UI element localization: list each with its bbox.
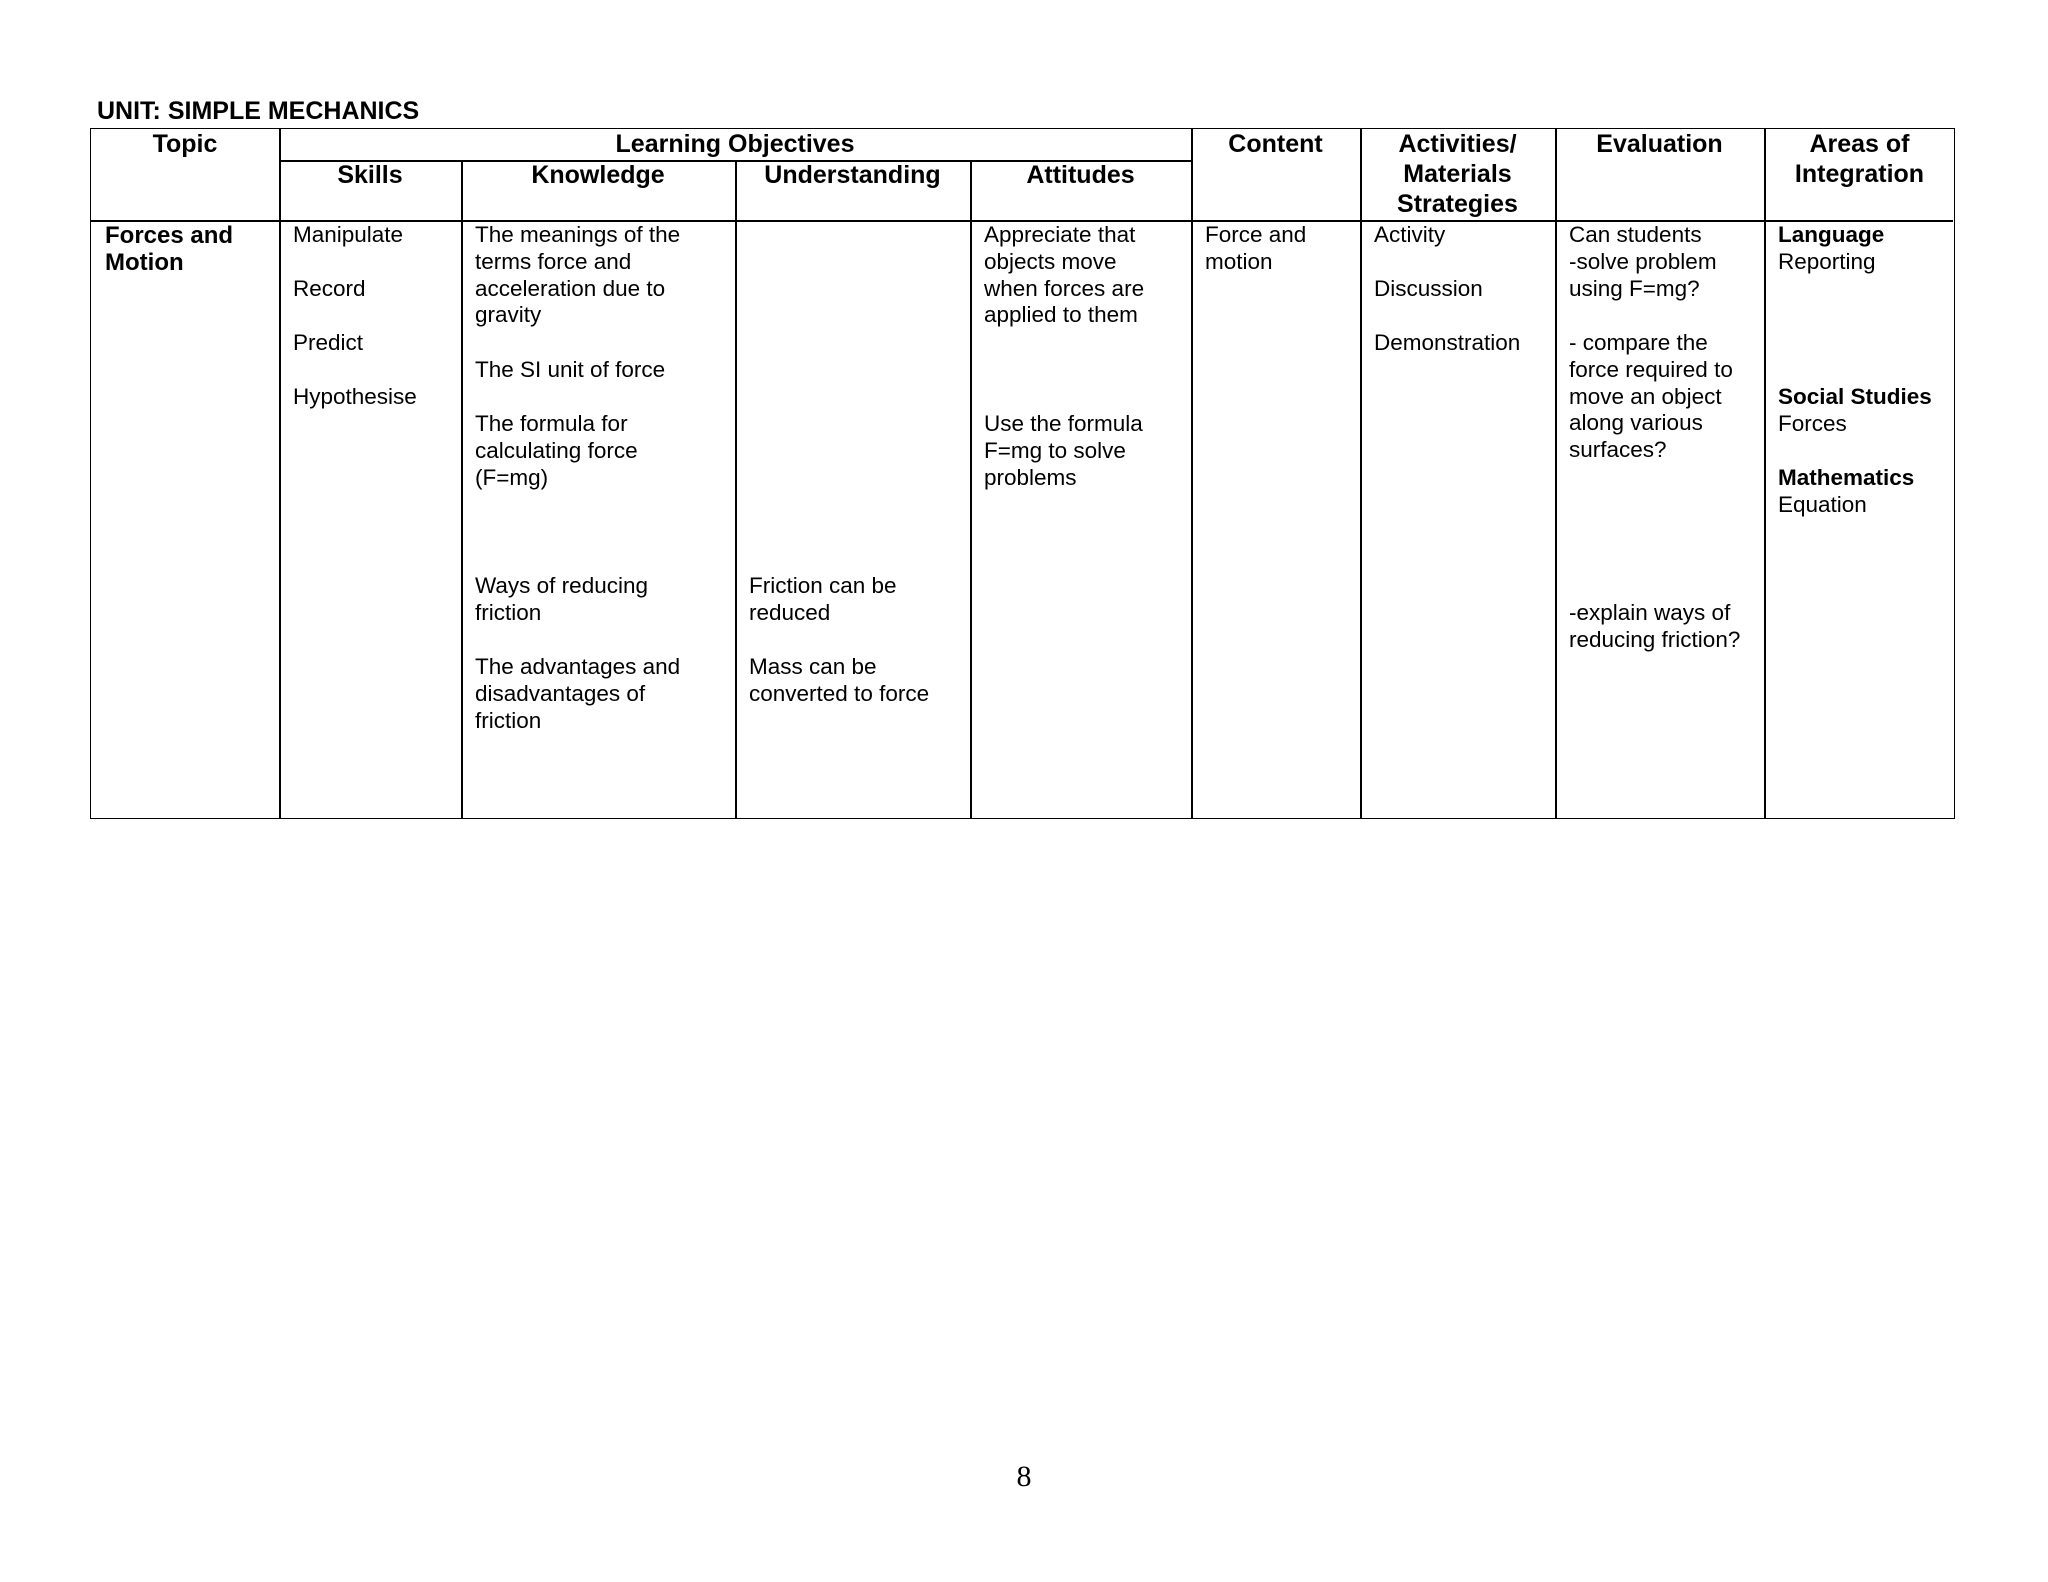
attitude-item: Appreciate that objects move when forces are applied to them (984, 222, 1145, 328)
integration-subject: Social Studies (1778, 384, 1932, 409)
integration-subject: Mathematics (1778, 465, 1915, 490)
integration-topic: Equation (1778, 491, 1867, 517)
table-divider (1191, 129, 1193, 818)
skill-item: Manipulate (293, 222, 404, 247)
skill-item: Predict (293, 330, 364, 355)
integration-area (1778, 222, 1884, 276)
header-activities-line: Activities/ (1398, 130, 1517, 158)
table-divider (970, 160, 972, 818)
table-divider (461, 160, 463, 818)
header-activities-line: Materials (1403, 160, 1512, 188)
integration-subject: Language (1778, 222, 1885, 247)
knowledge-item: The SI unit of force (475, 357, 666, 382)
attitude-item: Use the formula F=mg to solve problems (984, 411, 1143, 490)
unit-title: UNIT: SIMPLE MECHANICS (97, 97, 420, 125)
understanding-item: Mass can be converted to force (749, 654, 930, 706)
skill-item: Record (293, 276, 366, 301)
integration-topic: Reporting (1778, 248, 1876, 274)
header-content: Content (1228, 130, 1323, 158)
header-activities-line: Strategies (1397, 190, 1518, 218)
integration-topic: Forces (1778, 410, 1847, 436)
header-areas-line: Integration (1794, 160, 1925, 188)
topic-line: Forces and (105, 222, 234, 249)
knowledge-item: The formula for calculating force (F=mg) (475, 411, 638, 490)
skill-item: Hypothesise (293, 384, 417, 409)
table-divider (1555, 129, 1557, 818)
header-attitudes: Attitudes (1026, 161, 1135, 189)
activity-item: Discussion (1374, 276, 1483, 301)
header-areas-of-integration (1764, 129, 1955, 189)
table-divider (279, 129, 281, 818)
header-skills: Skills (337, 161, 403, 189)
table-divider (1764, 129, 1766, 818)
knowledge-item: Ways of reducing friction (475, 573, 648, 625)
content-item: Force and motion (1205, 222, 1307, 274)
integration-area (1778, 465, 1914, 519)
topic-line: Motion (105, 249, 184, 276)
understanding-item: Friction can be reduced (749, 573, 897, 625)
table-divider (735, 160, 737, 818)
evaluation-item: - compare the force required to move an object along various surfaces? (1569, 330, 1733, 463)
activity-item: Demonstration (1374, 330, 1521, 355)
topic-cell (105, 222, 233, 276)
integration-area (1778, 384, 1932, 438)
table-divider (1360, 129, 1362, 818)
header-topic: Topic (152, 130, 218, 158)
evaluation-item: -explain ways of reducing friction? (1569, 600, 1741, 652)
header-areas-line: Areas of (1809, 130, 1910, 158)
knowledge-item: The meanings of the terms force and acceleration due to gravity (475, 222, 681, 328)
activity-item: Activity (1374, 222, 1446, 247)
page-number: 8 (1016, 1460, 1032, 1493)
knowledge-item: The advantages and disadvantages of friction (475, 654, 681, 733)
header-understanding: Understanding (764, 161, 941, 189)
evaluation-item: Can students -solve problem using F=mg? (1569, 222, 1717, 301)
header-knowledge: Knowledge (531, 161, 665, 189)
lesson-plan-table (90, 128, 1955, 819)
header-learning-objectives: Learning Objectives (615, 130, 855, 158)
header-evaluation: Evaluation (1596, 130, 1723, 158)
header-activities (1360, 129, 1555, 219)
